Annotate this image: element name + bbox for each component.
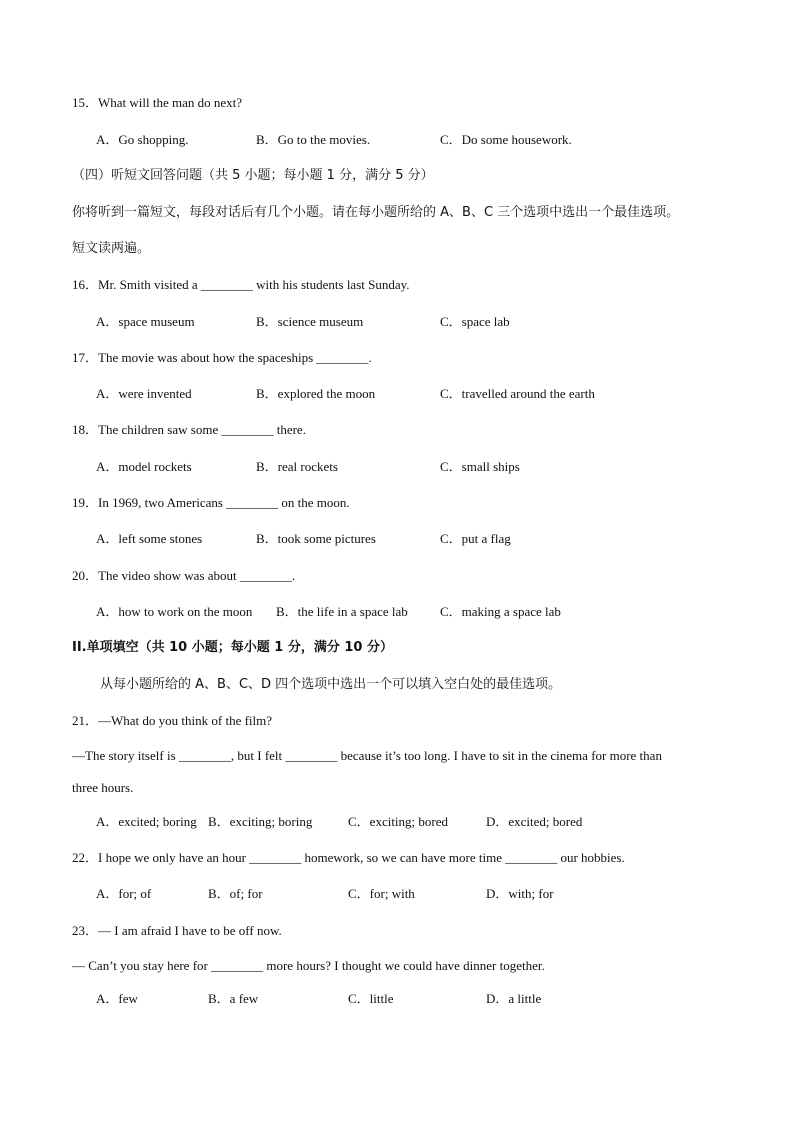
section-4-heading: （四）听短文回答问题（共 5 小题；每小题 1 分，满分 5 分） — [72, 168, 434, 183]
question-19-option-b: B．took some pictures — [256, 531, 376, 546]
question-22-option-c: C．for; with — [348, 886, 415, 901]
section-4-instruction-cont: 短文读两遍。 — [72, 241, 151, 256]
question-19-option-c: C．put a flag — [440, 531, 511, 546]
question-17-option-b: B．explored the moon — [256, 386, 376, 401]
question-20-option-a: A．how to work on the moon — [96, 604, 253, 619]
section-2-instruction: 从每小题所给的 A、B、C、D 四个选项中选出一个可以填入空白处的最佳选项。 — [100, 677, 562, 692]
question-23-option-a: A．few — [96, 991, 138, 1006]
question-20-stem: 20．The video show was about ________. — [72, 568, 296, 583]
question-15-option-a: A．Go shopping. — [96, 132, 189, 147]
question-15-option-c: C．Do some housework. — [440, 132, 572, 147]
question-21-option-b: B．exciting; boring — [208, 814, 313, 829]
question-23-option-b: B．a few — [208, 991, 259, 1006]
question-21-dialog-cont: three hours. — [72, 780, 134, 795]
question-18-stem: 18．The children saw some ________ there. — [72, 422, 306, 437]
question-22-option-b: B．of; for — [208, 886, 263, 901]
question-21-option-a: A．excited; boring — [96, 814, 197, 829]
question-23-dialog: — Can’t you stay here for ________ more hours? I thought we could have dinner together. — [72, 958, 545, 973]
question-22-option-d: D．with; for — [486, 886, 554, 901]
question-18-option-c: C．small ships — [440, 459, 520, 474]
question-23-option-c: C．little — [348, 991, 394, 1006]
question-23-stem: 23．— I am afraid I have to be off now. — [72, 923, 282, 938]
question-21-dialog: —The story itself is ________, but I felt ________ because it’s too long. I have to sit in the cinema for more than — [72, 748, 662, 763]
question-21-option-d: D．excited; bored — [486, 814, 583, 829]
question-17-option-a: A．were invented — [96, 386, 192, 401]
question-21-stem: 21．—What do you think of the film? — [72, 713, 273, 728]
question-19-stem: 19．In 1969, two Americans ________ on the moon. — [72, 495, 350, 510]
question-17-option-c: C．travelled around the earth — [440, 386, 595, 401]
question-18-option-a: A．model rockets — [96, 459, 192, 474]
question-16-option-c: C．space lab — [440, 314, 510, 329]
question-16-option-a: A．space museum — [96, 314, 195, 329]
question-23-option-d: D．a little — [486, 991, 542, 1006]
question-15-option-b: B．Go to the movies. — [256, 132, 371, 147]
question-16-option-b: B．science museum — [256, 314, 364, 329]
question-22-option-a: A．for; of — [96, 886, 152, 901]
question-16-stem: 16．Mr. Smith visited a ________ with his students last Sunday. — [72, 277, 410, 292]
section-2-heading: II.单项填空（共 10 小题；每小题 1 分，满分 10 分） — [72, 640, 393, 655]
question-20-option-c: C．making a space lab — [440, 604, 561, 619]
question-22-stem: 22．I hope we only have an hour ________ homework, so we can have more time ________ our hobbies. — [72, 850, 625, 865]
question-20-option-b: B．the life in a space lab — [276, 604, 408, 619]
question-17-stem: 17．The movie was about how the spaceships ________. — [72, 350, 372, 365]
section-4-instruction: 你将听到一篇短文，每段对话后有几个小题。请在每小题所给的 A、B、C 三个选项中选出一个最佳选项。 — [72, 205, 680, 220]
question-21-option-c: C．exciting; bored — [348, 814, 449, 829]
question-19-option-a: A．left some stones — [96, 531, 203, 546]
question-15-stem: 15．What will the man do next? — [72, 95, 243, 110]
question-18-option-b: B．real rockets — [256, 459, 338, 474]
